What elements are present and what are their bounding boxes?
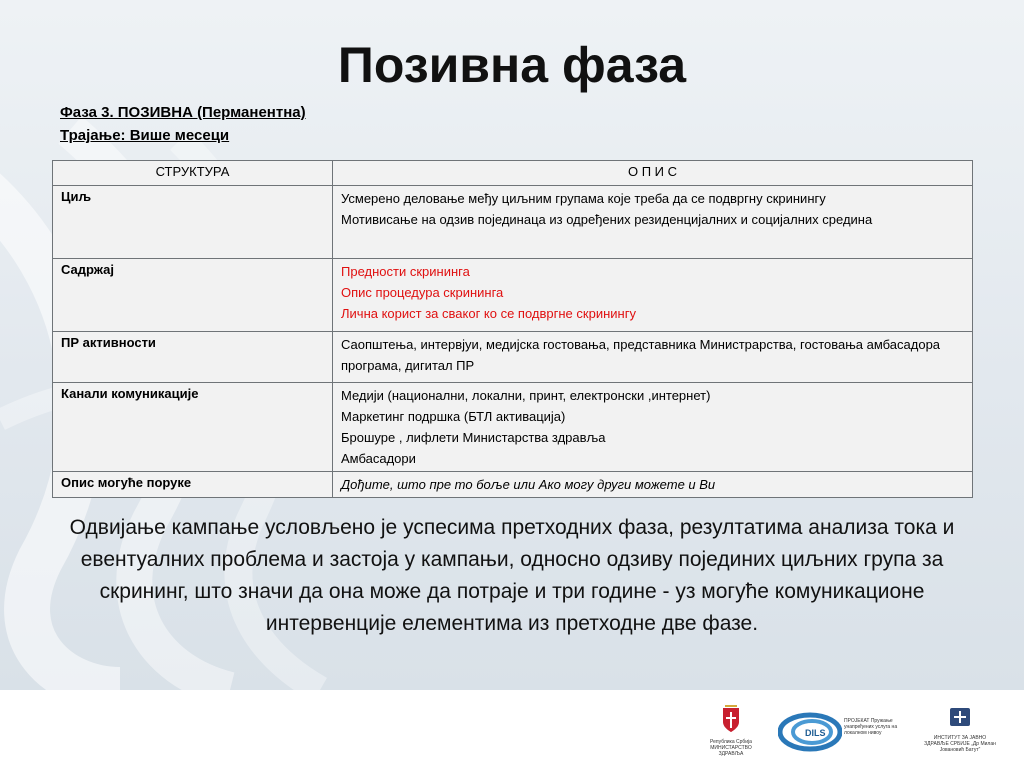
table-row <box>53 186 973 259</box>
header-structure: СТРУКТУРА <box>53 161 333 186</box>
slide-title: Позивна фаза <box>337 37 687 93</box>
description-line: Маркетинг подршка (БТЛ активација) <box>341 409 566 424</box>
table-row <box>53 332 973 383</box>
table-row <box>53 472 973 498</box>
row-description <box>333 383 973 472</box>
description-line: Мотивисање на одзив појединаца из одређених резиденцијалних и социјалних средина <box>341 212 873 227</box>
duration-label: Трајање: Више месеци <box>60 127 230 144</box>
description-line: Амбасадори <box>341 451 416 466</box>
row-label: Садржај <box>53 259 333 332</box>
institute-logo <box>924 706 996 752</box>
structure-table <box>52 160 973 498</box>
dils-swirl-icon <box>778 712 842 752</box>
description-line: Брошуре , лифлети Министарства здравља <box>341 430 606 445</box>
row-description <box>333 186 973 259</box>
description-line: Опис процедура скрининга <box>341 285 504 300</box>
description-line: Саопштења, интервјуи, медијска гостовања, представника Министрарства, гостовања амбасадора програма, дигитал ПР <box>341 337 941 373</box>
row-description <box>333 259 973 332</box>
table-header-row <box>53 161 973 186</box>
dils-mark-text: DILS <box>805 728 826 738</box>
dils-logo <box>778 712 908 752</box>
row-label: ПР активности <box>53 332 333 383</box>
summary-paragraph: Одвијање кампање условљено је успесима претходних фаза, резултатима анализа тока и евентуалних проблема и застоја у кампањи, односно одзиву појединих циљних група за скрининг, што значи да она може да потраје и три године - уз могуће комуникационе интервенције елементима из претходне две фазе. <box>69 516 955 635</box>
header-description: О П И С <box>333 161 973 186</box>
institute-emblem-icon <box>924 706 996 730</box>
phase-label: Фаза 3. ПОЗИВНА (Перманентна) <box>60 104 306 121</box>
ministry-logo-text: Република Србија МИНИСТАРСТВО ЗДРАВЉА <box>710 739 752 757</box>
row-description <box>333 472 973 498</box>
table-row <box>53 383 973 472</box>
coat-of-arms-icon <box>698 704 764 734</box>
description-line: Лична корист за сваког ко се подвргне скринингу <box>341 306 636 321</box>
row-label: Циљ <box>53 186 333 259</box>
row-label: Канали комуникације <box>53 383 333 472</box>
dils-logo-text: ПРОЈЕКАТ Пружање унапређених услуга на локалном нивоу <box>844 718 898 736</box>
description-line: Предности скрининга <box>341 264 470 279</box>
description-line: Дођите, што пре то боље или Ако могу други можете и Ви <box>341 477 716 492</box>
ministry-logo <box>698 704 764 757</box>
row-label: Опис могуће поруке <box>53 472 333 498</box>
description-line: Усмерено деловање међу циљним групама које треба да се подвргну скринингу <box>341 191 826 206</box>
institute-logo-text: ИНСТИТУТ ЗА ЈАВНО ЗДРАВЉЕ СРБИЈЕ „Др Милан Јовановић Батут“ <box>924 735 996 753</box>
row-description <box>333 332 973 383</box>
description-line: Медији (национални, локални, принт, електронски ,интернет) <box>341 388 711 403</box>
table-row <box>53 259 973 332</box>
